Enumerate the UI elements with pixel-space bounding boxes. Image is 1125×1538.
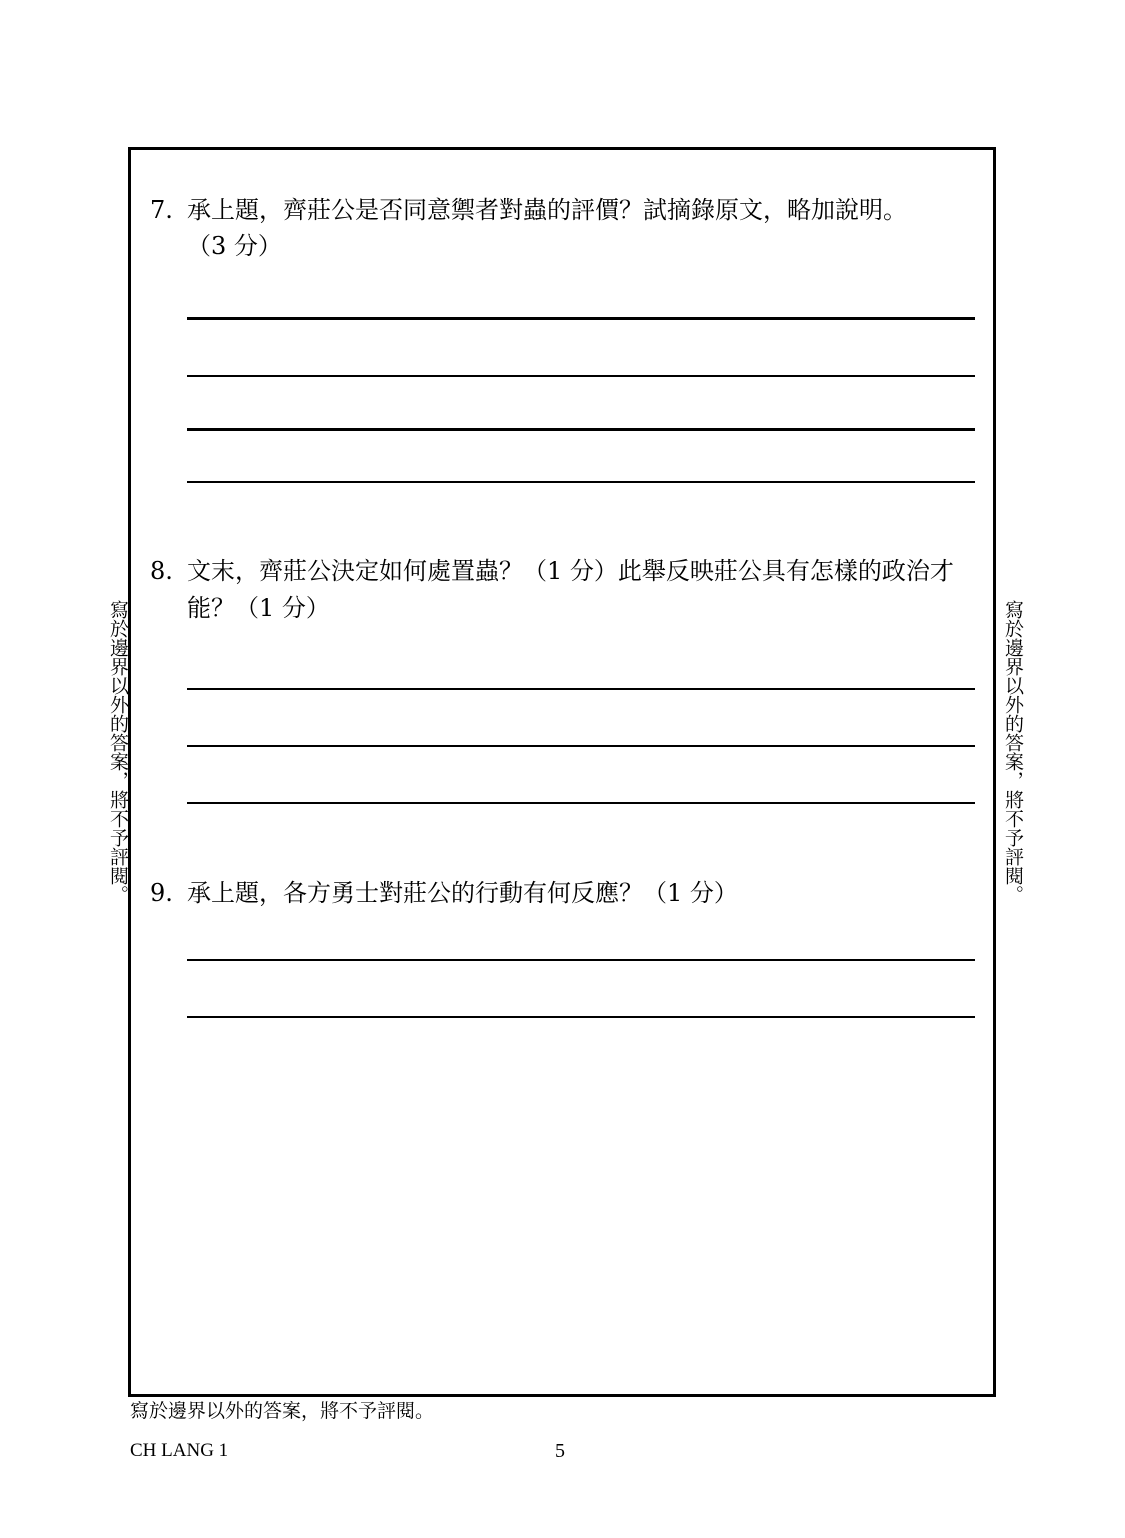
question-8-text-cont: 能？（1 分） <box>187 594 330 622</box>
paper-code: CH LANG 1 <box>130 1440 229 1461</box>
right-margin-notice: 寫於邊界以外的答案，將不予評閱。 <box>1002 600 1024 904</box>
question-7-text: 承上題，齊莊公是否同意禦者對蟲的評價？試摘錄原文，略加說明。 <box>187 196 907 224</box>
question-9-number: 9. <box>150 879 173 907</box>
answer-frame <box>128 147 996 1397</box>
page-number: 5 <box>555 1440 565 1462</box>
footer-warning: 寫於邊界以外的答案，將不予評閱。 <box>130 1400 435 1422</box>
answer-line[interactable] <box>187 802 975 804</box>
answer-line[interactable] <box>187 375 975 377</box>
answer-line[interactable] <box>187 317 975 320</box>
left-margin-notice: 寫於邊界以外的答案，將不予評閱。 <box>107 600 129 904</box>
question-7-marks: （3 分） <box>187 232 282 260</box>
answer-line[interactable] <box>187 959 975 961</box>
answer-line[interactable] <box>187 745 975 747</box>
question-9-text: 承上題，各方勇士對莊公的行動有何反應？（1 分） <box>187 879 738 907</box>
answer-line[interactable] <box>187 481 975 483</box>
answer-line[interactable] <box>187 688 975 690</box>
question-7-number: 7. <box>150 196 173 224</box>
question-8-number: 8. <box>150 557 173 585</box>
answer-line[interactable] <box>187 428 975 431</box>
question-8-text: 文末，齊莊公決定如何處置蟲？（1 分）此舉反映莊公具有怎樣的政治才 <box>187 557 954 585</box>
answer-line[interactable] <box>187 1016 975 1018</box>
